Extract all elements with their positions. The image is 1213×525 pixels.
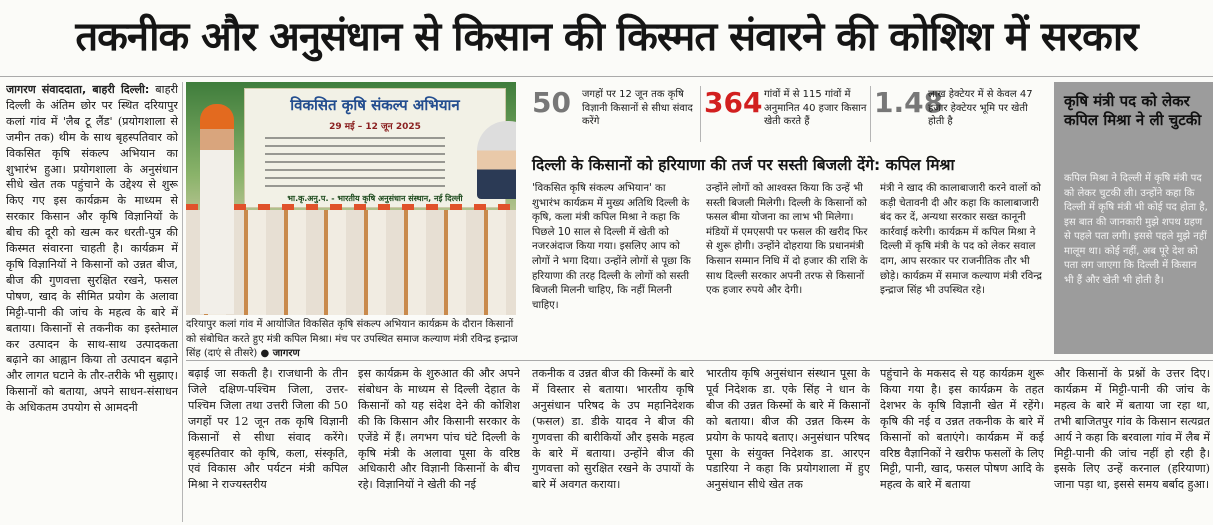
banner-date: 29 मई – 12 जून 2025 [329, 122, 421, 132]
article-column-5: भारतीय कृषि अनुसंधान संस्थान पूसा के पूर्व निदेशक डा. एके सिंह ने धान के बीज की उन्नत किस्मों के बारे में किसानों को बताया। बीज की उन्नत किस्म के प्रयोग के फायदे बताए। अनुसंधान परिषद पूसा के संयुक्त निदेशक डा. आरएन पडारिया ने कहा कि प्रयोगशाला में हुए अनुसंधान सीधे खेत तक [706, 367, 870, 492]
stat-text-3: लाख हेक्टेयर में से केवल 47 हजार हेक्टेयर भूमि पर खेती होती है [928, 89, 1033, 127]
subarticle-headline: दिल्ली के किसानों को हरियाणा की तर्ज पर सस्ती बिजली देंगे: कपिल मिश्रा [532, 156, 955, 174]
headline-rule [0, 76, 1213, 77]
article-column-7: और किसानों के प्रश्नों के उत्तर दिए। कार्यक्रम में मिट्टी-पानी की जांच के महत्व के बारे में बताया जा रहा था, तभी बाजितपुर गांव के किसान सत्यव्रत आर्य ने कहा कि बरवाला गांव में लैब में मिट्टी-पानी की जांच नहीं हो रही है। इसके लिए उन्हें करनाल (हरियाणा) जाना पड़ा था, इससे समय बर्बाद हुआ। [1054, 367, 1210, 492]
banner-text-lines [265, 137, 445, 187]
stat-text-1: जगहों पर 12 जून तक कृषि विज्ञानी किसानों से सीधा संवाद करेंगे [582, 89, 693, 127]
headline: तकनीक और अनुसंधान से किसान की किस्मत संवारने की कोशिश में सरकार [75, 14, 1138, 60]
banner-title: विकसित कृषि संकल्प अभियान [290, 96, 460, 114]
section-rule [186, 360, 1213, 361]
event-banner [244, 88, 506, 208]
sidebar-title: कृषि मंत्री पद को लेकर कपिल मिश्रा ने ली चुटकी [1064, 92, 1202, 129]
banner-org: भा.कृ.अनु.प. - भारतीय कृषि अनुसंधान संस्थान, नई दिल्ली [287, 194, 463, 203]
article-text-1: बाहरी दिल्ली के अंतिम छोर पर स्थित दरियापुर कलां गांव में 'लैब टू लैंड' (प्रयोगशाला से जमीन तक) थीम के साथ बृहस्पतिवार को विकसित कृषि संकल्प अभियान का शुभारंभ हुआ। प्रयोगशाला के अनुसंधान सीधे खेत तक पहुंचाने के उद्देश्य से शुरू किए गए इस कार्यक्रम के माध्यम से सरकार किसान और कृषि विज्ञानियों के बीच की दूरी को खत्म कर धरती-पुत्र की किस्मत संवारना चाहती है। कार्यक्रम में कृषि विज्ञानियों ने किसानों को उन्नत बीज, बीज की गुणवत्ता सुरक्षित रखने, फसल पोषण, खाद के सीमित प्रयोग के अलावा मिट्टी-पानी की जांच के महत्व के बारे में बताया। किसानों से तकनीक का इस्तेमाल कर उत्पादन के साथ-साथ उत्पादकता बढ़ाने का आह्वान किया तो उत्पादन बढ़ाने और लागत घटाने के तौर-तरीके भी सुझाए। किसानों को बताया, अपने साधन-संसाधन के अधिकतम उपयोग से आमदनी [6, 83, 178, 415]
banner-portrait [477, 121, 516, 199]
article-column-6: पहुंचाने के मकसद से यह कार्यक्रम शुरू किया गया है। इस कार्यक्रम के तहत देशभर के कृषि विज्ञानी खेत में रहेंगे। कृषि की नई व उन्नत तकनीक के बारे में किसानों को बताएंगे। कार्यक्रम में कई वरिष्ठ वैज्ञानिकों ने खरीफ फसलों के लिए मिट्टी, पानी, खाद, फसल पोषण आदि के महत्व के बारे में बताया [880, 367, 1044, 492]
stat-number-2: 364 [704, 86, 763, 119]
subarticle-column-3: मंत्री ने खाद की कालाबाजारी करने वालों को कड़ी चेतावनी दी और कहा कि कालाबाजारी बंद कर दें, अन्यथा सरकार सख्त कानूनी कार्रवाई करेगी। कार्यक्रम में कपिल मिश्रा ने दिल्ली में कृषि मंत्री के पद को लेकर सवाल दाग, आप सरकार पर राजनीतिक तौर भी छोड़े। कार्यक्रम में समाज कल्याण मंत्री रविन्द्र इन्द्राज सिंह भी उपस्थित रहे। [880, 183, 1042, 297]
caption-text: दरियापुर कलां गांव में आयोजित विकसित कृषि संकल्प अभियान कार्यक्रम के दौरान किसानों को संबोधित करते हुए मंत्री कपिल मिश्रा। मंच पर उपस्थित समाज कल्याण मंत्री रविन्द्र इन्द्राज सिंह (दाएं से तीसरे) [186, 319, 518, 359]
column-divider [182, 82, 183, 522]
photo-caption [186, 318, 518, 362]
speaker-figure [200, 104, 234, 314]
article-column-1 [6, 82, 178, 522]
sidebar-box [1054, 82, 1213, 354]
stat-divider [700, 86, 701, 142]
stat-number-3: 1.48 [874, 86, 944, 119]
stat-number-1: 50 [532, 86, 571, 119]
stat-text-2: गांवों में से 115 गांवों में अनुमानित 40 हजार किसान खेती करते हैं [764, 89, 867, 127]
event-photo [186, 82, 516, 315]
article-column-2: बढ़ाई जा सकती है। राजधानी के तीन जिले दक्षिण-पश्चिम जिला, उत्तर-पश्चिम जिला तथा उत्तरी जिला की 50 जगहों पर 12 जून तक कृषि विज्ञानी किसानों से सीधा संवाद करेंगे। बृहस्पतिवार को कृषि, कला, संस्कृति, एवं विकास और पर्यटन मंत्री कपिल मिश्रा ने राज्यस्तरीय [188, 367, 348, 492]
photo-credit: ● जागरण [260, 348, 300, 359]
article-column-3: इस कार्यक्रम के शुरुआत की और अपने संबोधन के माध्यम से दिल्ली देहात के किसानों को यह संदेश देने की कोशिश की कि किसान और किसानी सरकार के एजेंडे में हैं। लगभग पांच घंटे दिल्ली के कृषि मंत्री के अलावा पूसा के वरिष्ठ अधिकारी और विज्ञानी किसानों के बीच रहे। विज्ञानियों ने खेती की नई [358, 367, 520, 492]
subarticle-column-1: 'विकसित कृषि संकल्प अभियान' का शुभारंभ कार्यक्रम में मुख्य अतिथि दिल्ली के कृषि, कला मंत्री कपिल मिश्रा ने कहा कि पिछले 10 साल से दिल्ली में खेती को नजरअंदाज किया गया। इसलिए आप को लोगों ने भगा दिया। उन्होंने लोगों से पूछा कि हरियाणा की तरह दिल्ली के लोगों को सस्ती बिजली मिलनी चाहिए, कि नहीं मिलनी चाहिए। [532, 183, 691, 311]
sidebar-body: कपिल मिश्रा ने दिल्ली में कृषि मंत्री पद को लेकर चुटकी ली। उन्होंने कहा कि दिल्ली में कृषि मंत्री भी कोई पद होता है, इस बात की जानकारी मुझे शपथ ग्रहण से पहले पता लगी। इससे पहले मुझे नहीं मालूम था। कोई नहीं, अब पूरे देश को पता लग जाएगा कि दिल्ली में किसान भी हैं और खेती भी होती है। [1064, 173, 1208, 286]
subarticle-column-2: उन्होंने लोगों को आश्वस्त किया कि उन्हें भी सस्ती बिजली मिलेगी। दिल्ली के किसानों को फसल बीमा योजना का लाभ भी मिलेगा। मंडियों में एमएसपी पर फसल की खरीद फिर से शुरू होगी। उन्होंने दोहराया कि प्रधानमंत्री किसान सम्मान निधि में दो हजार की राशि के साथ दिल्ली सरकार अपनी तरफ से किसानों एक हजार रुपये और देगी। [706, 183, 868, 297]
stat-divider [870, 86, 871, 142]
seated-crowd [186, 210, 516, 315]
article-column-4: तकनीक व उन्नत बीज की किस्मों के बारे में विस्तार से बताया। भारतीय कृषि अनुसंधान परिषद के उप महानिदेशक (फसल) डा. डीके यादव ने बीज की गुणवत्ता की बारीकियों और इसके महत्व के बारे में बताया। उन्होंने बीज की गुणवत्ता को सुरक्षित रखने के उपायों के बारे में अवगत कराया। [532, 367, 694, 492]
byline: जागरण संवाददाता, बाहरी दिल्ली: [6, 83, 150, 96]
